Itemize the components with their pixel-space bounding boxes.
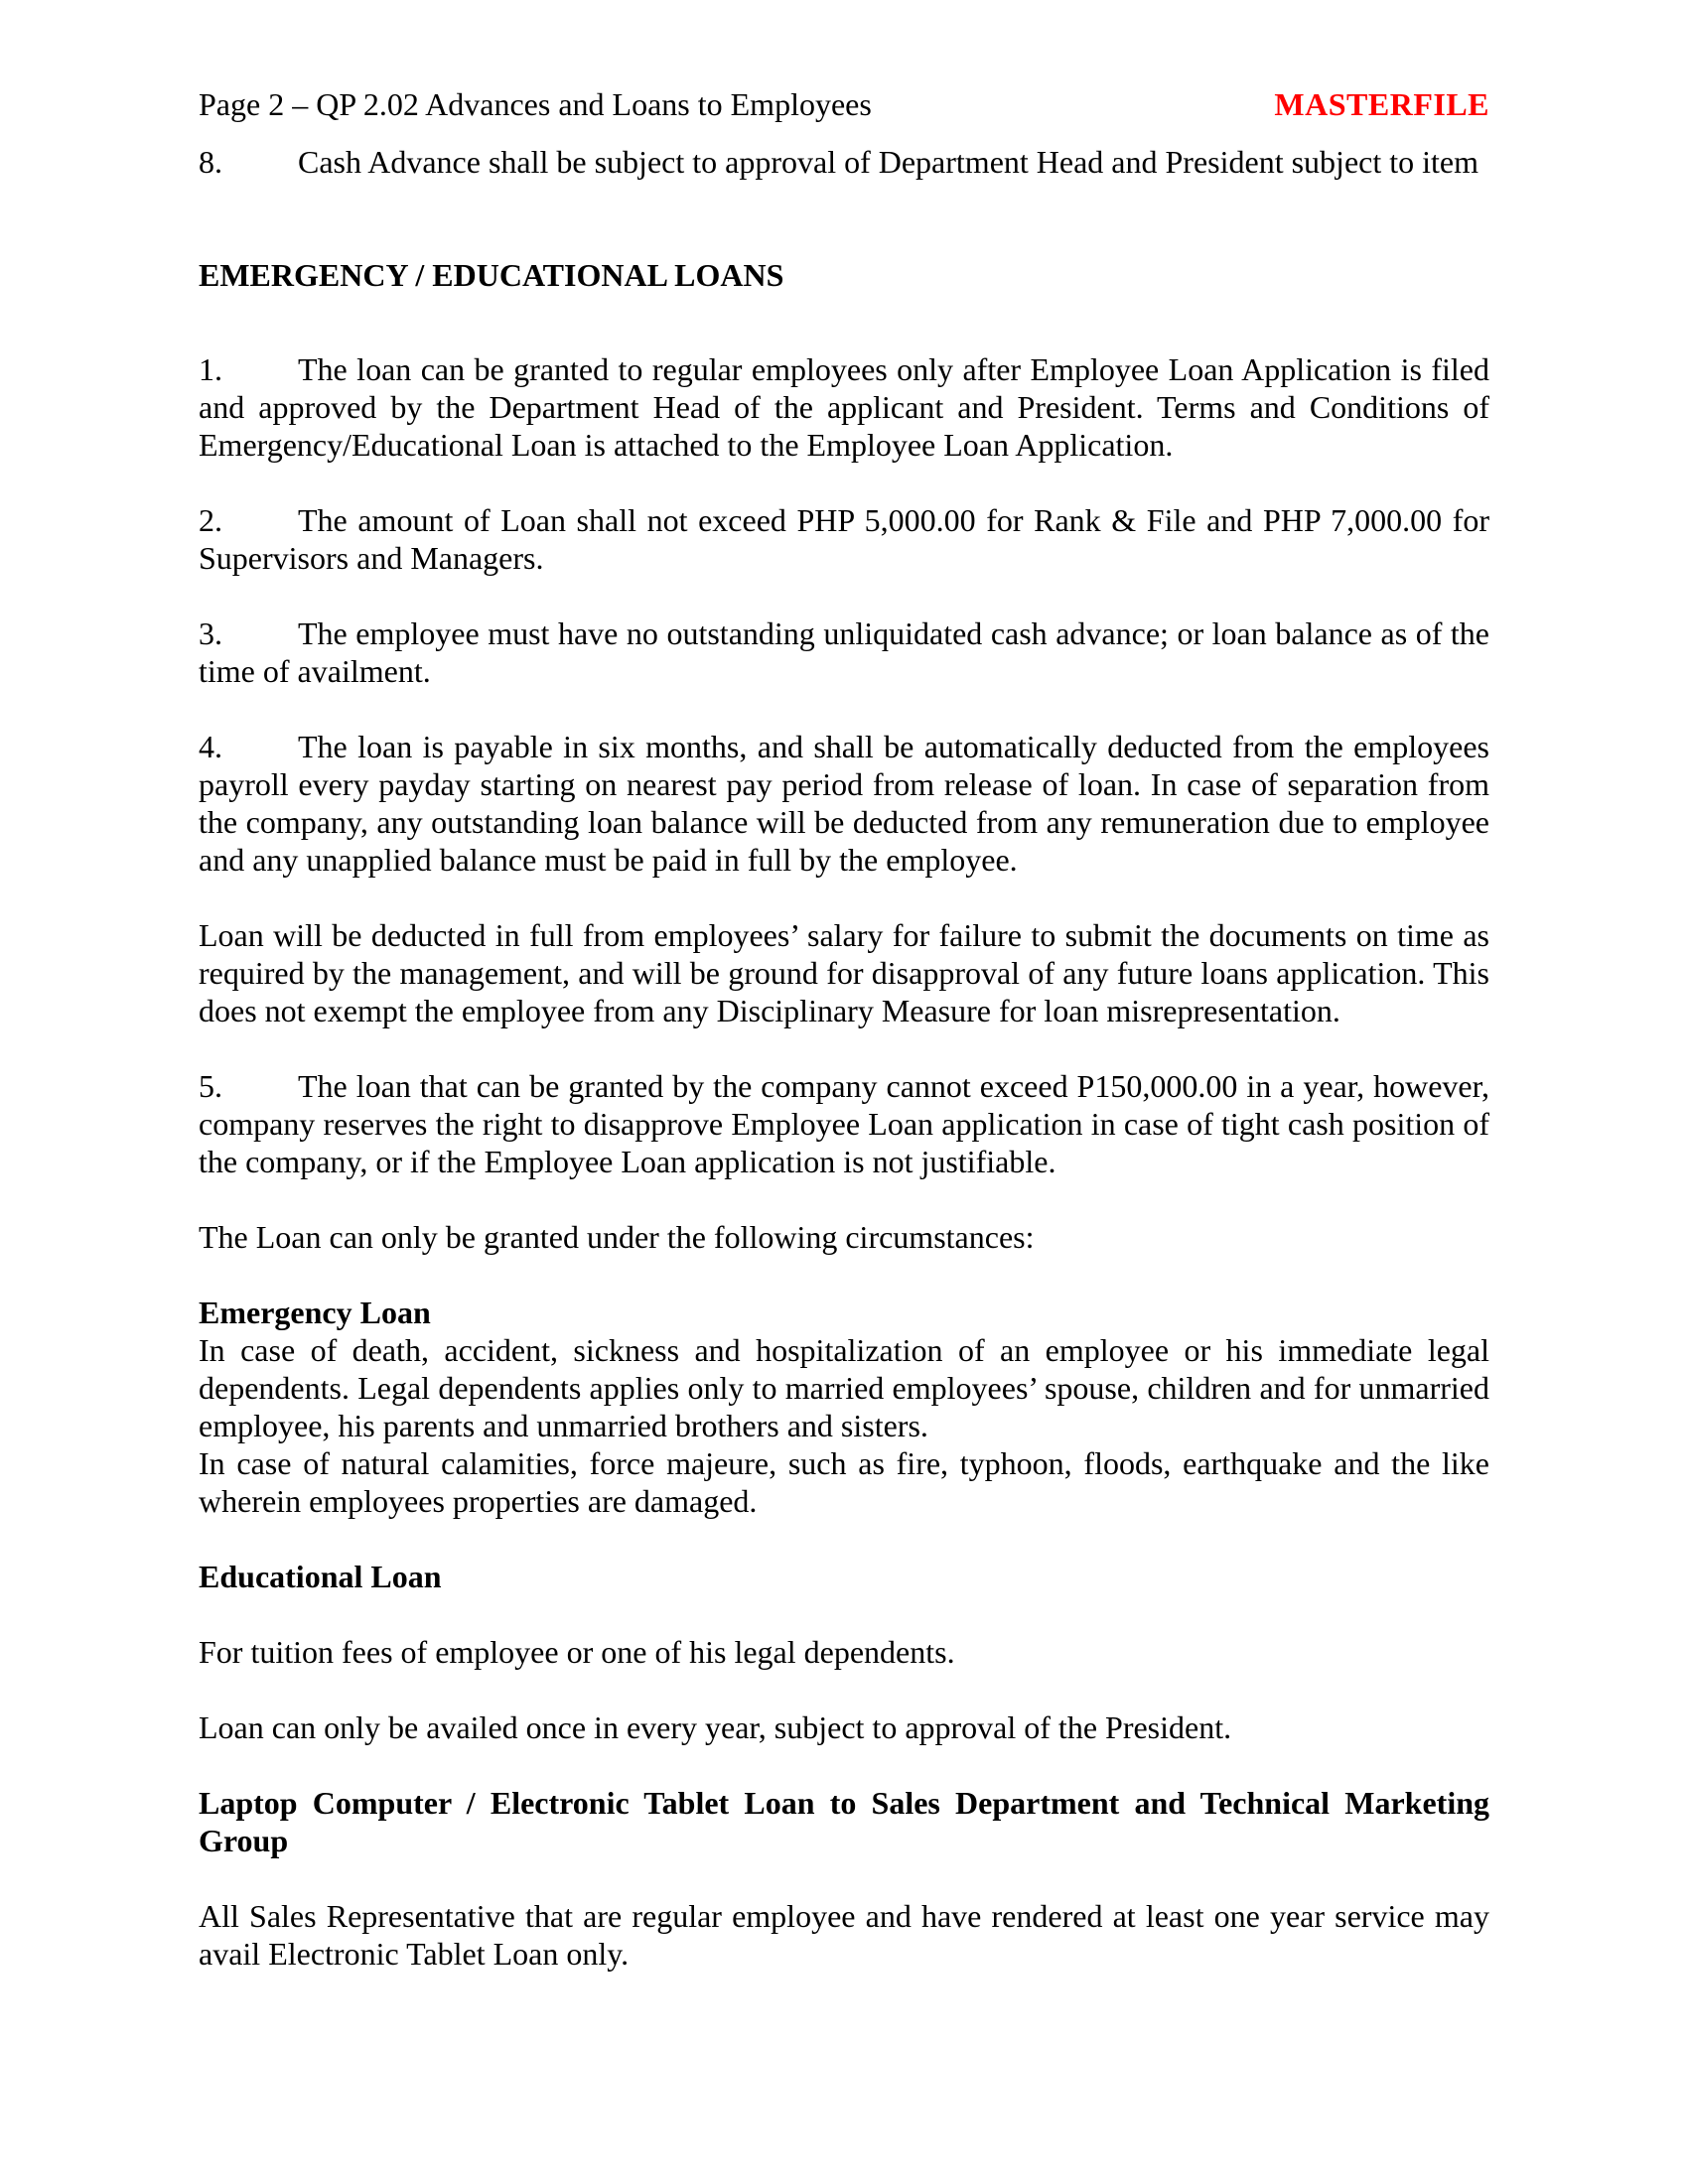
laptop-loan-title: Laptop Computer / Electronic Tablet Loan to Sales Department and Technical Marketing Group xyxy=(199,1785,1489,1858)
masterfile-stamp: MASTERFILE xyxy=(1274,86,1489,122)
loan-item-2 xyxy=(199,501,1489,577)
educational-loan-paragraph-2: Loan can only be availed once in every year, subject to approval of the President. xyxy=(199,1709,1232,1745)
loan-item-1-text: The loan can be granted to regular employees only after Employee Loan Application is filed and approved by the Department Head of the applicant and President. Terms and Conditions of Emergency/Educational Loan is attached to the Employee Loan Application. xyxy=(199,351,1489,463)
loan-item-3-number: 3. xyxy=(199,615,222,651)
loan-item-5-number: 5. xyxy=(199,1068,222,1104)
section-title-emergency-educational-loans: EMERGENCY / EDUCATIONAL LOANS xyxy=(199,257,784,293)
loan-item-3-text: The employee must have no outstanding unliquidated cash advance; or loan balance as of the time of availment. xyxy=(199,615,1489,689)
loan-item-4-number: 4. xyxy=(199,729,222,764)
loan-item-2-number: 2. xyxy=(199,502,222,538)
loan-item-1 xyxy=(199,350,1489,464)
item-8-text: Cash Advance shall be subject to approval of Department Head and President subject to item xyxy=(298,144,1478,180)
header-running-title: Page 2 – QP 2.02 Advances and Loans to Employees xyxy=(199,86,872,122)
deduction-note-paragraph: Loan will be deducted in full from employees’ salary for failure to submit the documents on time as required by the management, and will be ground for disapproval of any future loans application. This does not exempt the employee from any Disciplinary Measure for loan misrepresentation. xyxy=(199,917,1489,1028)
emergency-loan-paragraph-2: In case of natural calamities, force majeure, such as fire, typhoon, floods, earthquake and the like wherein employees properties are damaged. xyxy=(199,1445,1489,1519)
page-header xyxy=(199,85,1489,123)
emergency-loan-title: Emergency Loan xyxy=(199,1295,431,1330)
loan-item-2-text: The amount of Loan shall not exceed PHP 5,000.00 for Rank & File and PHP 7,000.00 for Supervisors and Managers. xyxy=(199,502,1489,576)
loan-item-5 xyxy=(199,1067,1489,1180)
loan-item-3 xyxy=(199,614,1489,690)
circumstances-intro: The Loan can only be granted under the following circumstances: xyxy=(199,1219,1035,1255)
emergency-loan-paragraph-1: In case of death, accident, sickness and hospitalization of an employee or his immediate legal dependents. Legal dependents applies only to married employees’ spouse, children and for unmarried employee, his parents and unmarried brothers and sisters. xyxy=(199,1332,1489,1443)
loan-item-1-number: 1. xyxy=(199,351,222,387)
loan-item-5-text: The loan that can be granted by the company cannot exceed P150,000.00 in a year, however, company reserves the right to disapprove Employee Loan application in case of tight cash position of the company, or if the Employee Loan application is not justifiable. xyxy=(199,1068,1489,1179)
laptop-loan-paragraph-1: All Sales Representative that are regular employee and have rendered at least one year service may avail Electronic Tablet Loan only. xyxy=(199,1898,1489,1972)
educational-loan-title: Educational Loan xyxy=(199,1559,442,1594)
educational-loan-paragraph-1: For tuition fees of employee or one of his legal dependents. xyxy=(199,1634,955,1670)
item-8-paragraph xyxy=(199,143,1489,181)
loan-item-4-text: The loan is payable in six months, and shall be automatically deducted from the employees payroll every payday starting on nearest pay period from release of loan. In case of separation from the company, any outstanding loan balance will be deducted from any remuneration due to employee and any unapplied balance must be paid in full by the employee. xyxy=(199,729,1489,878)
emergency-loan-section xyxy=(199,1294,1489,1520)
loan-item-4 xyxy=(199,728,1489,879)
item-8-number: 8. xyxy=(199,144,222,180)
